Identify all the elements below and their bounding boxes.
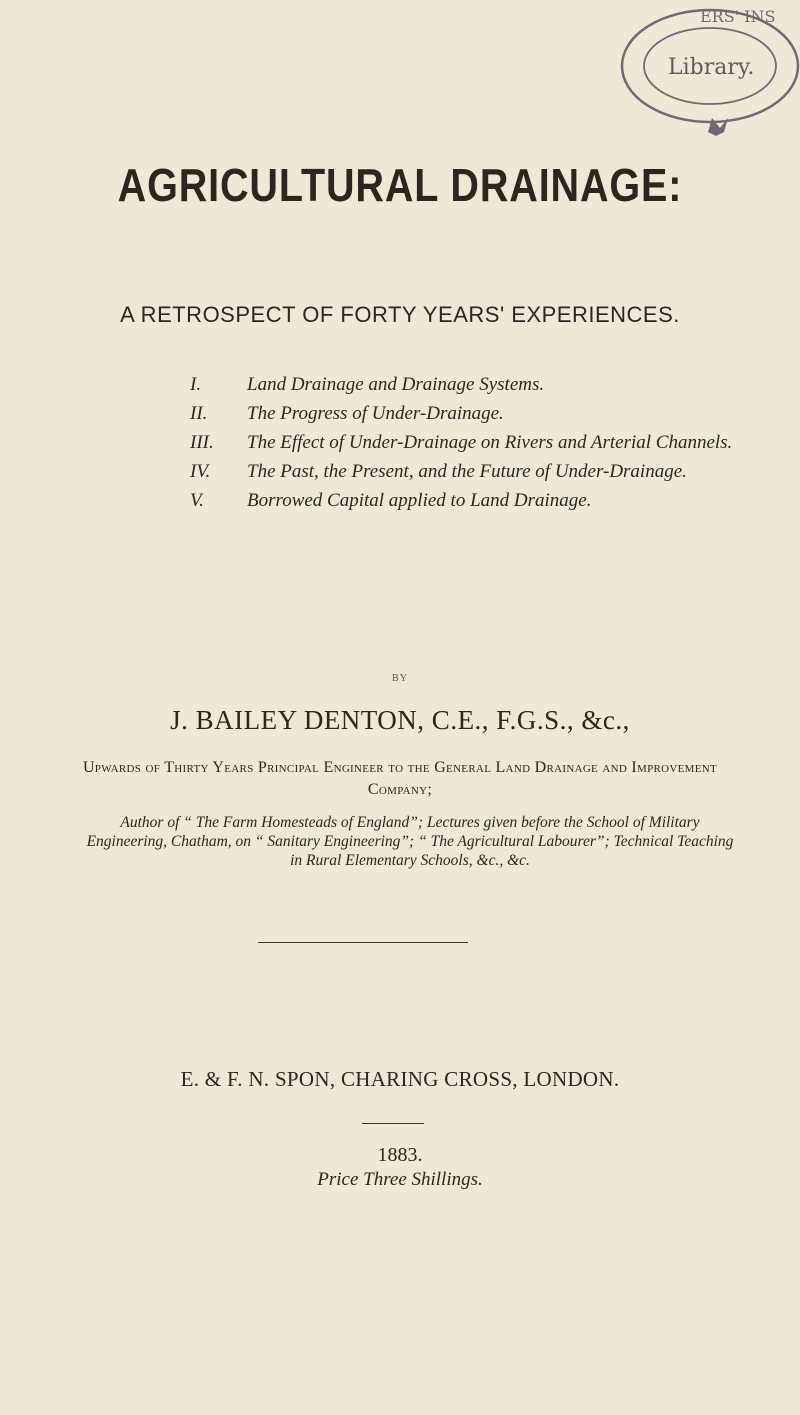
- contents-text: The Past, the Present, and the Future of Under-Drainage.: [247, 461, 687, 482]
- contents-number: III.: [190, 432, 214, 453]
- contents-item: [190, 399, 750, 428]
- library-stamp: [612, 0, 800, 140]
- publication-year: 1883.: [377, 1144, 423, 1166]
- divider-rule: [258, 942, 468, 943]
- contents-number: V.: [190, 490, 204, 511]
- divider-rule: [362, 1123, 424, 1124]
- library-stamp-icon: [612, 0, 800, 140]
- book-subtitle: A RETROSPECT OF FORTY YEARS' EXPERIENCES.: [120, 302, 680, 327]
- contents-list: [190, 370, 750, 515]
- contents-item: [190, 428, 750, 457]
- stamp-center-text: Library.: [668, 55, 755, 80]
- contents-text: Land Drainage and Drainage Systems.: [247, 374, 545, 395]
- contents-text: The Progress of Under-Drainage.: [247, 403, 504, 424]
- contents-item: [190, 370, 750, 399]
- author-role: Upwards of Thirty Years Principal Engineer to the General Land Drainage and Improvement Company;: [82, 759, 718, 798]
- contents-text: The Effect of Under-Drainage on Rivers and Arterial Channels.: [247, 432, 733, 453]
- author-works: Author of “ The Farm Homesteads of England”; Lectures given before the School of Military Engineering, Chatham, on “ Sanitary Engineering”; “ The Agricultural Labourer”; Technical Teaching in Rural Elementary Schools, &c., &c.: [86, 814, 734, 869]
- contents-number: II.: [190, 403, 208, 424]
- contents-number: I.: [190, 374, 202, 395]
- contents-number: IV.: [190, 461, 211, 482]
- contents-item: [190, 486, 750, 515]
- contents-text: Borrowed Capital applied to Land Drainage.: [247, 490, 592, 511]
- publisher-line: E. & F. N. SPON, CHARING CROSS, LONDON.: [180, 1067, 620, 1091]
- contents-item: [190, 457, 750, 486]
- price-line: Price Three Shillings.: [317, 1169, 483, 1190]
- stamp-ring-text: ERS' INS: [700, 7, 776, 26]
- book-title: AGRICULTURAL DRAINAGE:: [117, 159, 683, 211]
- by-line: BY: [392, 673, 408, 684]
- author-name: J. BAILEY DENTON, C.E., F.G.S., &c.,: [170, 705, 630, 735]
